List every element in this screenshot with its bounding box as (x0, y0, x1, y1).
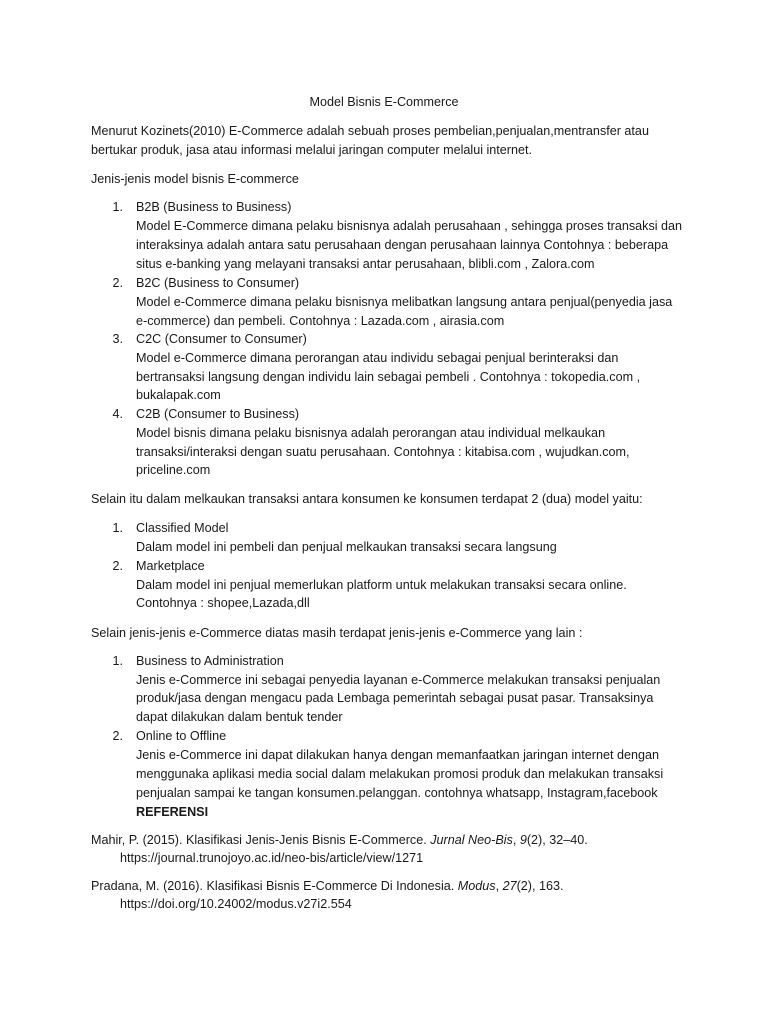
selain-paragraph-1: Selain itu dalam melkaukan transaksi antara konsumen ke konsumen terdapat 2 (dua) model yaitu: (91, 492, 643, 506)
selain-paragraph-2: Selain jenis-jenis e-Commerce diatas masih terdapat jenis-jenis e-Commerce yang lain : (91, 626, 583, 640)
list-item-text: Model bisnis dimana pelaku bisnisnya adalah perorangan atau individual melkaukan (136, 426, 606, 440)
reference-volume: 9 (519, 833, 527, 847)
reference-url-link[interactable]: https://journal.trunojoyo.ac.id/neo-bis/article/view/1271 (120, 851, 424, 865)
reference-separator: , (495, 879, 503, 893)
list-item-label: C2B (Consumer to Business) (136, 407, 300, 421)
list-item-text: Jenis e-Commerce ini sebagai penyedia layanan e-Commerce melakukan transaksi penjualan (136, 673, 661, 687)
reference-citation: Mahir, P. (2015). Klasifikasi Jenis-Jenis Bisnis E-Commerce. (91, 833, 431, 847)
list-item-text: situs e-banking yang melayani transaksi antar perusahaan, blibli.com , Zalora.com (136, 257, 595, 271)
list-item-label: Marketplace (136, 559, 205, 573)
list-item-text: Model e-Commerce dimana perorangan atau individu sebagai penjual berinteraksi dan (136, 351, 619, 365)
list-item-text: Contohnya : shopee,Lazada,dll (136, 596, 310, 610)
list-number: 4. (112, 407, 123, 421)
list-item-label: B2C (Business to Consumer) (136, 276, 300, 290)
reference-volume: 27 (502, 879, 517, 893)
list-number: 2. (112, 729, 123, 743)
list-item-text: dapat dilakukan dalam bentuk tender (136, 710, 343, 724)
list-item-text: Dalam model ini pembeli dan penjual melkaukan transaksi secara langsung (136, 540, 557, 554)
list-item-label: C2C (Consumer to Consumer) (136, 332, 307, 346)
reference-url-link[interactable]: https://doi.org/10.24002/modus.v27i2.554 (120, 897, 352, 911)
list-item-label: Online to Offline (136, 729, 227, 743)
list-item-text: Model e-Commerce dimana pelaku bisnisnya melibatkan langsung antara penjual(penyedia jasa (136, 295, 673, 309)
referensi-heading: REFERENSI (136, 805, 209, 819)
reference-citation: Pradana, M. (2016). Klasifikasi Bisnis E-Commerce Di Indonesia. (91, 879, 458, 893)
list-item-text: Jenis e-Commerce ini dapat dilakukan hanya dengan memanfaatkan jaringan internet dengan (136, 748, 659, 762)
reference-pages: (2), 163. (516, 879, 564, 893)
list-number: 2. (112, 559, 123, 573)
reference-separator: , (512, 833, 520, 847)
list-number: 2. (112, 276, 123, 290)
list-item-text: produk/jasa dengan mengacu pada Lembaga pemerintah sebagai pusat pasar. Transaksinya (136, 691, 654, 705)
reference-journal: Modus (457, 879, 496, 893)
list-number: 1. (112, 654, 123, 668)
reference-entry (91, 834, 588, 847)
list-item-label: Business to Administration (136, 654, 284, 668)
page-title: Model Bisnis E-Commerce (309, 95, 459, 109)
list-item-text: penjualan sampai ke tangan konsumen.pelanggan. contohnya whatsapp, Instagram,facebook (136, 786, 658, 800)
list-item-text: transaksi/interaksi dengan suatu perusahaan. Contohnya : kitabisa.com , wujudkan.com, (136, 445, 630, 459)
list-item-text: interaksinya adalah antara satu perusahaan dengan perusahaan lainnya Contohnya : beberapa (136, 238, 669, 252)
list-number: 1. (112, 521, 123, 535)
list-number: 1. (112, 200, 123, 214)
list-item-text: Dalam model ini penjual memerlukan platform untuk melakukan transaksi secara online. (136, 578, 627, 592)
list-item-text: bukalapak.com (136, 388, 221, 402)
list-item-label: Classified Model (136, 521, 229, 535)
list-item-text: Model E-Commerce dimana pelaku bisnisnya adalah perusahaan , sehingga proses transaksi dan (136, 219, 683, 233)
list-item-label: B2B (Business to Business) (136, 200, 292, 214)
list-item-text: bertransaksi langsung dengan individu lain sebagai pembeli . Contohnya : tokopedia.com , (136, 370, 641, 384)
intro-line-2: bertukar produk, jasa atau informasi melalui jaringan computer melalui internet. (91, 143, 533, 157)
list-item-text: e-commerce) dan pembeli. Contohnya : Lazada.com , airasia.com (136, 314, 505, 328)
intro-line-1: Menurut Kozinets(2010) E-Commerce adalah sebuah proses pembelian,penjualan,mentransfer atau (91, 124, 649, 138)
list-number: 3. (112, 332, 123, 346)
reference-journal: Jurnal Neo-Bis (430, 833, 513, 847)
jenis-heading: Jenis-jenis model bisnis E-commerce (91, 172, 299, 186)
list-item-text: menggunaka aplikasi media social dalam melakukan promosi produk dan melakukan transaksi (136, 767, 664, 781)
list-item-text: priceline.com (136, 463, 211, 477)
reference-pages: (2), 32–40. (526, 833, 588, 847)
reference-entry (91, 880, 564, 893)
